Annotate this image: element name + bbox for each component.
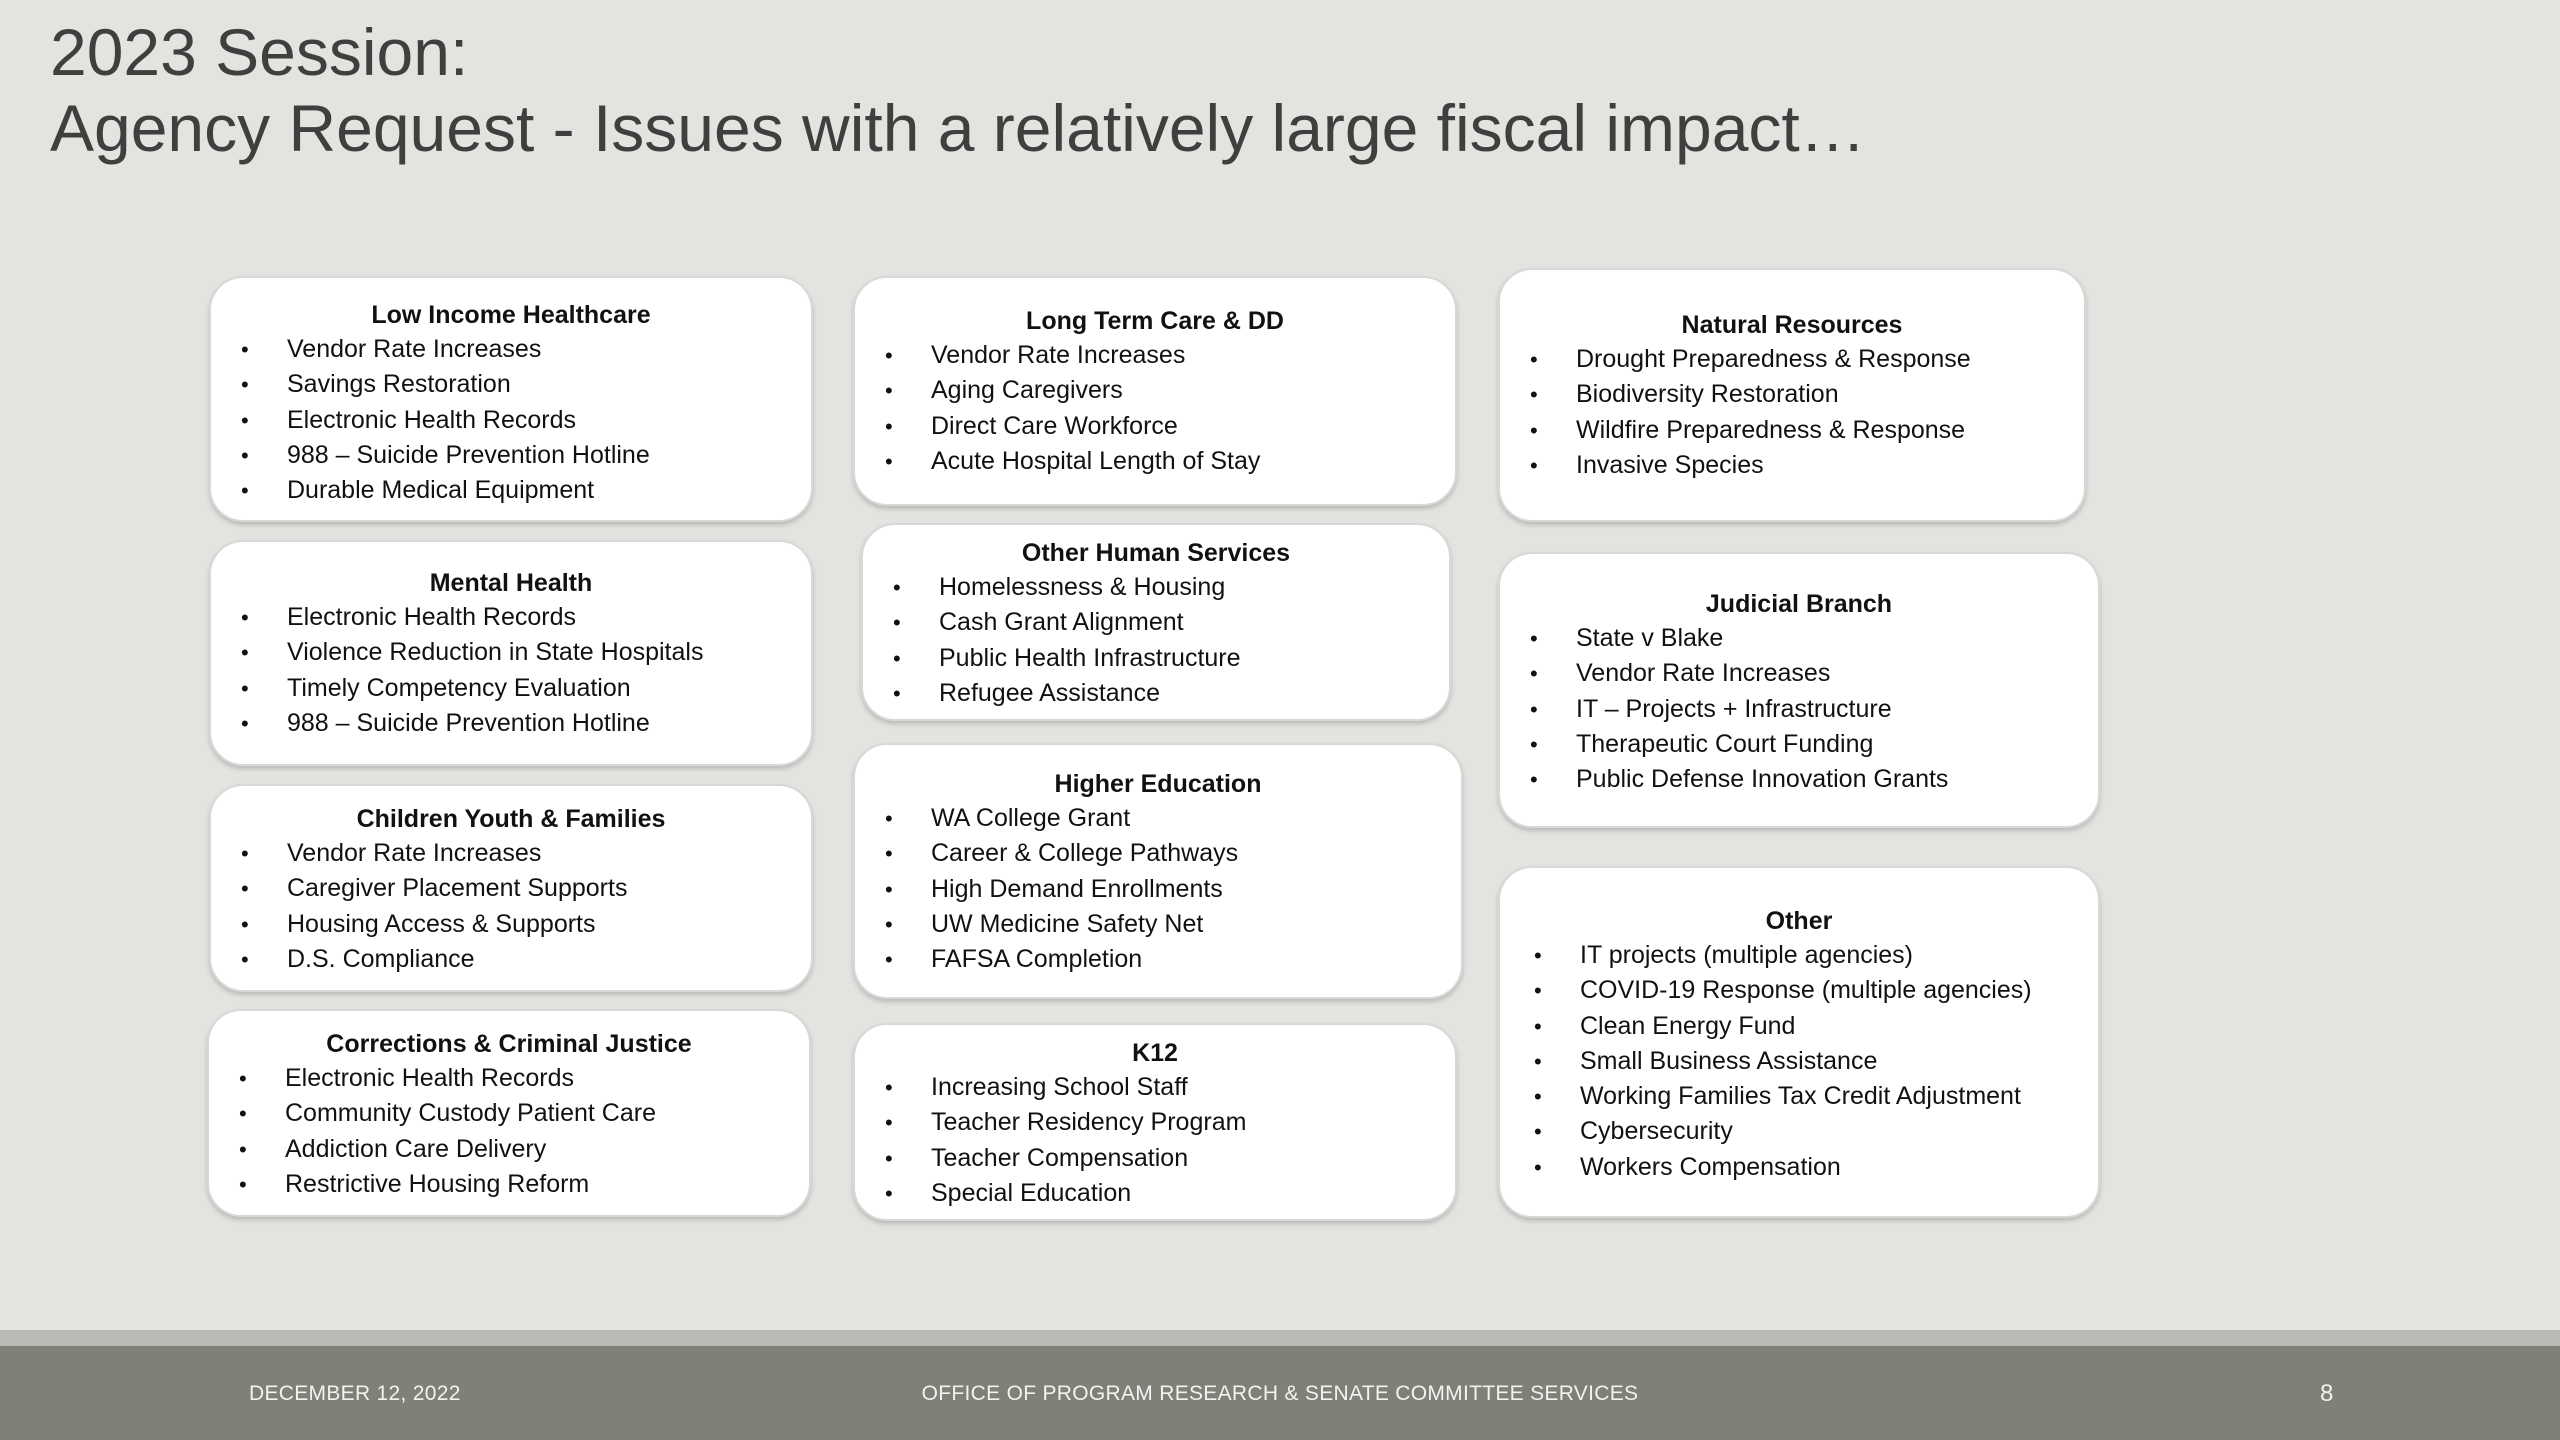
card-list — [211, 836, 811, 977]
card-list — [1500, 342, 2084, 483]
card-title: Other — [1765, 907, 1833, 935]
list-item: • Cash Grant Alignment — [863, 605, 1449, 640]
list-item: • IT – Projects + Infrastructure — [1500, 692, 2098, 727]
footer-office: OFFICE OF PROGRAM RESEARCH & SENATE COMMITTEE SERVICES — [921, 1382, 1639, 1405]
card-mental-health — [209, 540, 813, 766]
list-item: • Housing Access & Supports — [211, 907, 811, 942]
card-other-human-services — [861, 523, 1451, 721]
card-list — [855, 801, 1461, 977]
list-item: • Electronic Health Records — [211, 403, 811, 438]
card-title: Other Human Services — [1021, 539, 1291, 567]
list-item: • Wildfire Preparedness & Response — [1500, 413, 2084, 448]
card-higher-education — [853, 743, 1463, 999]
list-item: • Drought Preparedness & Response — [1500, 342, 2084, 377]
slide-title — [50, 14, 1866, 166]
list-item: • Working Families Tax Credit Adjustment — [1504, 1079, 2098, 1114]
card-title: Long Term Care & DD — [1026, 307, 1284, 335]
card-other — [1498, 866, 2100, 1218]
card-list — [211, 332, 811, 508]
card-title: Judicial Branch — [1705, 590, 1893, 618]
list-item: • Biodiversity Restoration — [1500, 377, 2084, 412]
list-item: • Small Business Assistance — [1504, 1044, 2098, 1079]
card-title: Low Income Healthcare — [371, 301, 651, 329]
list-item: • High Demand Enrollments — [855, 872, 1461, 907]
list-item: • Vendor Rate Increases — [855, 338, 1455, 373]
list-item: • Vendor Rate Increases — [1500, 656, 2098, 691]
card-k12 — [853, 1023, 1457, 1221]
footer-divider — [0, 1330, 2560, 1346]
list-item: • Electronic Health Records — [209, 1061, 809, 1096]
list-item: • Teacher Compensation — [855, 1141, 1455, 1176]
list-item: • Workers Compensation — [1504, 1150, 2098, 1185]
card-low-income-healthcare — [209, 276, 813, 522]
card-list — [855, 1070, 1455, 1211]
card-corrections-criminal-justice — [207, 1009, 811, 1217]
list-item: • Therapeutic Court Funding — [1500, 727, 2098, 762]
card-list — [209, 1061, 809, 1202]
list-item: • Cybersecurity — [1504, 1114, 2098, 1149]
list-item: • 988 – Suicide Prevention Hotline — [211, 438, 811, 473]
list-item: • UW Medicine Safety Net — [855, 907, 1461, 942]
list-item: • Aging Caregivers — [855, 373, 1455, 408]
card-title: Mental Health — [429, 569, 593, 597]
list-item: • Direct Care Workforce — [855, 409, 1455, 444]
list-item: • Addiction Care Delivery — [209, 1132, 809, 1167]
card-list — [855, 338, 1455, 479]
list-item: • Clean Energy Fund — [1504, 1009, 2098, 1044]
list-item: • Community Custody Patient Care — [209, 1096, 809, 1131]
list-item: • Timely Competency Evaluation — [211, 671, 811, 706]
list-item: • FAFSA Completion — [855, 942, 1461, 977]
list-item: • Savings Restoration — [211, 367, 811, 402]
list-item: • Vendor Rate Increases — [211, 332, 811, 367]
title-line-1: 2023 Session: — [50, 15, 469, 89]
list-item: • Homelessness & Housing — [863, 570, 1449, 605]
list-item: • Increasing School Staff — [855, 1070, 1455, 1105]
footer-date: DECEMBER 12, 2022 — [249, 1382, 461, 1405]
card-list — [1500, 621, 2098, 797]
list-item: • IT projects (multiple agencies) — [1504, 938, 2098, 973]
list-item: • COVID-19 Response (multiple agencies) — [1504, 973, 2098, 1008]
card-list — [211, 600, 811, 741]
list-item: • Violence Reduction in State Hospitals — [211, 635, 811, 670]
list-item: • Vendor Rate Increases — [211, 836, 811, 871]
list-item: • State v Blake — [1500, 621, 2098, 656]
list-item: • D.S. Compliance — [211, 942, 811, 977]
card-title: Higher Education — [1054, 770, 1262, 798]
card-list — [863, 570, 1449, 711]
list-item: • Public Defense Innovation Grants — [1500, 762, 2098, 797]
list-item: • Acute Hospital Length of Stay — [855, 444, 1455, 479]
card-long-term-care — [853, 276, 1457, 506]
list-item: • 988 – Suicide Prevention Hotline — [211, 706, 811, 741]
card-judicial-branch — [1498, 552, 2100, 828]
list-item: • WA College Grant — [855, 801, 1461, 836]
card-title: Corrections & Criminal Justice — [326, 1030, 692, 1058]
list-item: • Public Health Infrastructure — [863, 641, 1449, 676]
footer — [0, 1346, 2560, 1440]
title-line-2: Agency Request - Issues with a relatively large fiscal impact… — [50, 91, 1866, 165]
card-title: Children Youth & Families — [356, 805, 666, 833]
list-item: • Special Education — [855, 1176, 1455, 1211]
list-item: • Restrictive Housing Reform — [209, 1167, 809, 1202]
card-list — [1504, 938, 2098, 1185]
list-item: • Electronic Health Records — [211, 600, 811, 635]
page-number: 8 — [2320, 1380, 2334, 1407]
list-item: • Invasive Species — [1500, 448, 2084, 483]
card-title: Natural Resources — [1681, 311, 1903, 339]
list-item: • Career & College Pathways — [855, 836, 1461, 871]
card-natural-resources — [1498, 268, 2086, 522]
card-children-youth-families — [209, 784, 813, 992]
list-item: • Durable Medical Equipment — [211, 473, 811, 508]
list-item: • Teacher Residency Program — [855, 1105, 1455, 1140]
card-title: K12 — [1132, 1039, 1178, 1067]
list-item: • Refugee Assistance — [863, 676, 1449, 711]
list-item: • Caregiver Placement Supports — [211, 871, 811, 906]
